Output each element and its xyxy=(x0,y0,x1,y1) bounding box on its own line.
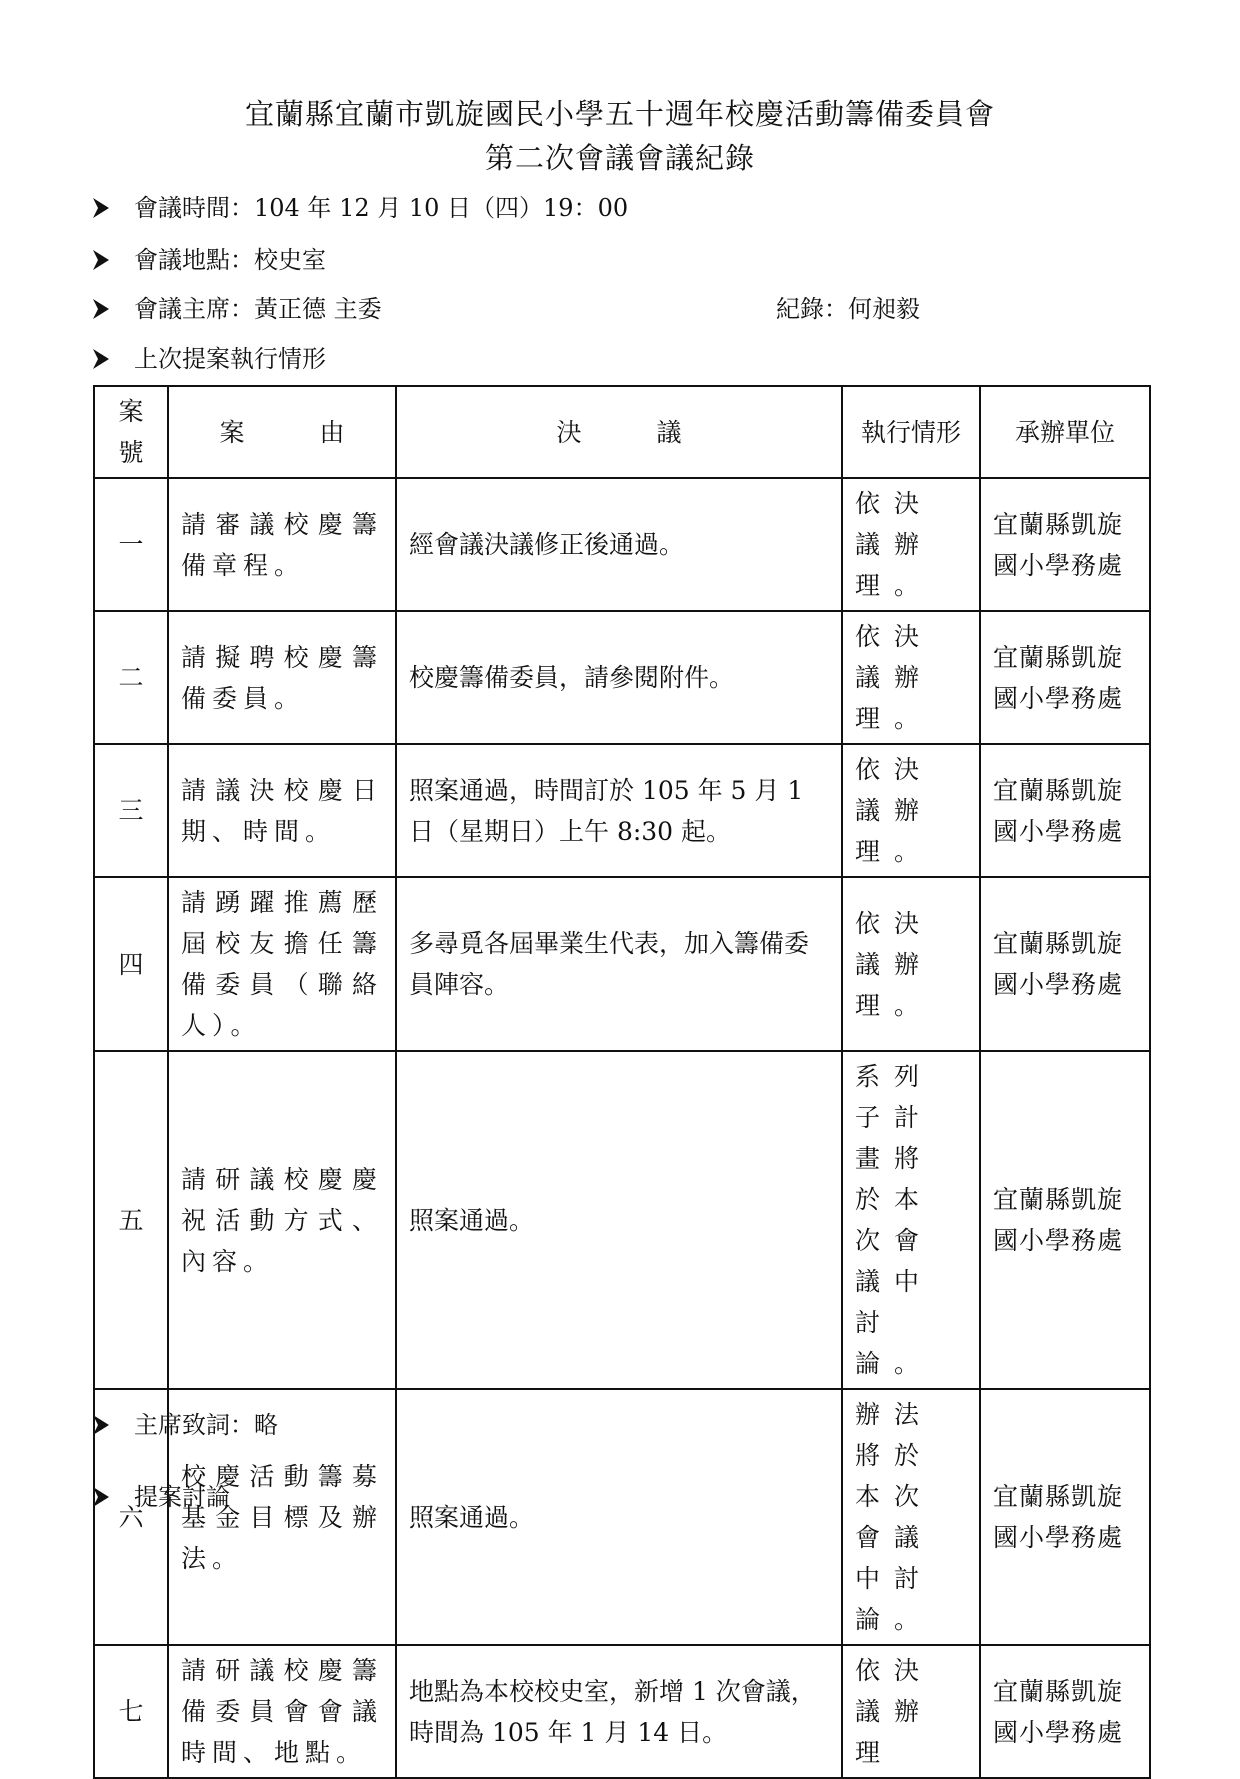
meeting-recorder: 紀錄：何昶毅 xyxy=(776,295,920,323)
case-status: 系列子計畫將於本次會議中討論。 xyxy=(842,1051,980,1389)
table-row xyxy=(94,611,1150,744)
case-number: 六 xyxy=(94,1389,168,1645)
case-resolution: 經會議決議修正後通過。 xyxy=(396,478,842,611)
case-reason: 請審議校慶籌備章程。 xyxy=(168,478,396,611)
arrowhead-bullet-icon xyxy=(92,249,110,271)
arrowhead-bullet-icon xyxy=(92,1414,110,1436)
case-status: 依決議辦理。 xyxy=(842,744,980,877)
case-number: 四 xyxy=(94,877,168,1051)
previous-proposals-heading xyxy=(92,344,326,374)
chair-speech-line xyxy=(92,1410,278,1440)
case-reason: 請踴躍推薦歷屆校友擔任籌備委員（聯絡人）。 xyxy=(168,877,396,1051)
case-number: 二 xyxy=(94,611,168,744)
case-unit: 宜蘭縣凱旋國小學務處 xyxy=(980,478,1150,611)
case-resolution: 照案通過，時間訂於 105 年 5 月 1 日（星期日）上午 8:30 起。 xyxy=(396,744,842,877)
case-unit: 宜蘭縣凱旋國小學務處 xyxy=(980,1389,1150,1645)
table-row xyxy=(94,1051,1150,1389)
table-row xyxy=(94,478,1150,611)
meeting-time-line xyxy=(92,193,628,223)
case-resolution: 地點為本校校史室，新增 1 次會議，時間為 105 年 1 月 14 日。 xyxy=(396,1645,842,1778)
case-unit: 宜蘭縣凱旋國小學務處 xyxy=(980,1051,1150,1389)
header-unit: 承辦單位 xyxy=(980,386,1150,478)
proposal-discussion-label: 提案討論 xyxy=(134,1483,230,1511)
meeting-time: 會議時間：104 年 12 月 10 日（四）19：00 xyxy=(134,194,629,222)
case-status: 辦法將於本次會議中討論。 xyxy=(842,1389,980,1645)
proposal-discussion-heading xyxy=(92,1482,230,1512)
case-reason: 請擬聘校慶籌備委員。 xyxy=(168,611,396,744)
case-reason: 請議決校慶日期、時間。 xyxy=(168,744,396,877)
table-row xyxy=(94,877,1150,1051)
previous-proposals-label: 上次提案執行情形 xyxy=(134,345,326,373)
case-number: 一 xyxy=(94,478,168,611)
meeting-place-line xyxy=(92,245,326,275)
case-status: 依決議辦理。 xyxy=(842,611,980,744)
case-number: 三 xyxy=(94,744,168,877)
table-header-row xyxy=(94,386,1150,478)
case-unit: 宜蘭縣凱旋國小學務處 xyxy=(980,877,1150,1051)
table-row xyxy=(94,1645,1150,1778)
case-reason: 請研議校慶慶祝活動方式、內容。 xyxy=(168,1051,396,1389)
case-reason: 校慶活動籌募基金目標及辦法。 xyxy=(168,1389,396,1645)
case-number: 五 xyxy=(94,1051,168,1389)
case-status: 依決議辦理 xyxy=(842,1645,980,1778)
arrowhead-bullet-icon xyxy=(92,197,110,219)
chair-speech: 主席致詞：略 xyxy=(134,1411,278,1439)
header-resolution: 決 議 xyxy=(396,386,842,478)
previous-proposals-table xyxy=(93,385,1151,1779)
case-reason: 請研議校慶籌備委員會會議時間、地點。 xyxy=(168,1645,396,1778)
case-resolution: 照案通過。 xyxy=(396,1389,842,1645)
case-unit: 宜蘭縣凱旋國小學務處 xyxy=(980,744,1150,877)
arrowhead-bullet-icon xyxy=(92,1486,110,1508)
meeting-chair: 會議主席：黃正德 主委 xyxy=(134,295,382,323)
arrowhead-bullet-icon xyxy=(92,298,110,320)
case-unit: 宜蘭縣凱旋國小學務處 xyxy=(980,1645,1150,1778)
case-number: 七 xyxy=(94,1645,168,1778)
arrowhead-bullet-icon xyxy=(92,348,110,370)
meeting-place: 會議地點：校史室 xyxy=(134,246,326,274)
case-unit: 宜蘭縣凱旋國小學務處 xyxy=(980,611,1150,744)
header-reason: 案 由 xyxy=(168,386,396,478)
document-title: 宜蘭縣宜蘭市凱旋國民小學五十週年校慶活動籌備委員會 xyxy=(244,97,995,131)
table-row xyxy=(94,744,1150,877)
header-case-number: 案號 xyxy=(94,386,168,478)
case-resolution: 校慶籌備委員，請參閱附件。 xyxy=(396,611,842,744)
case-status: 依決議辦理。 xyxy=(842,478,980,611)
document-subtitle: 第二次會議會議紀錄 xyxy=(484,141,755,175)
meeting-chair-line xyxy=(92,294,920,324)
case-resolution: 照案通過。 xyxy=(396,1051,842,1389)
case-resolution: 多尋覓各屆畢業生代表，加入籌備委員陣容。 xyxy=(396,877,842,1051)
header-status: 執行情形 xyxy=(842,386,980,478)
case-status: 依決議辦理。 xyxy=(842,877,980,1051)
